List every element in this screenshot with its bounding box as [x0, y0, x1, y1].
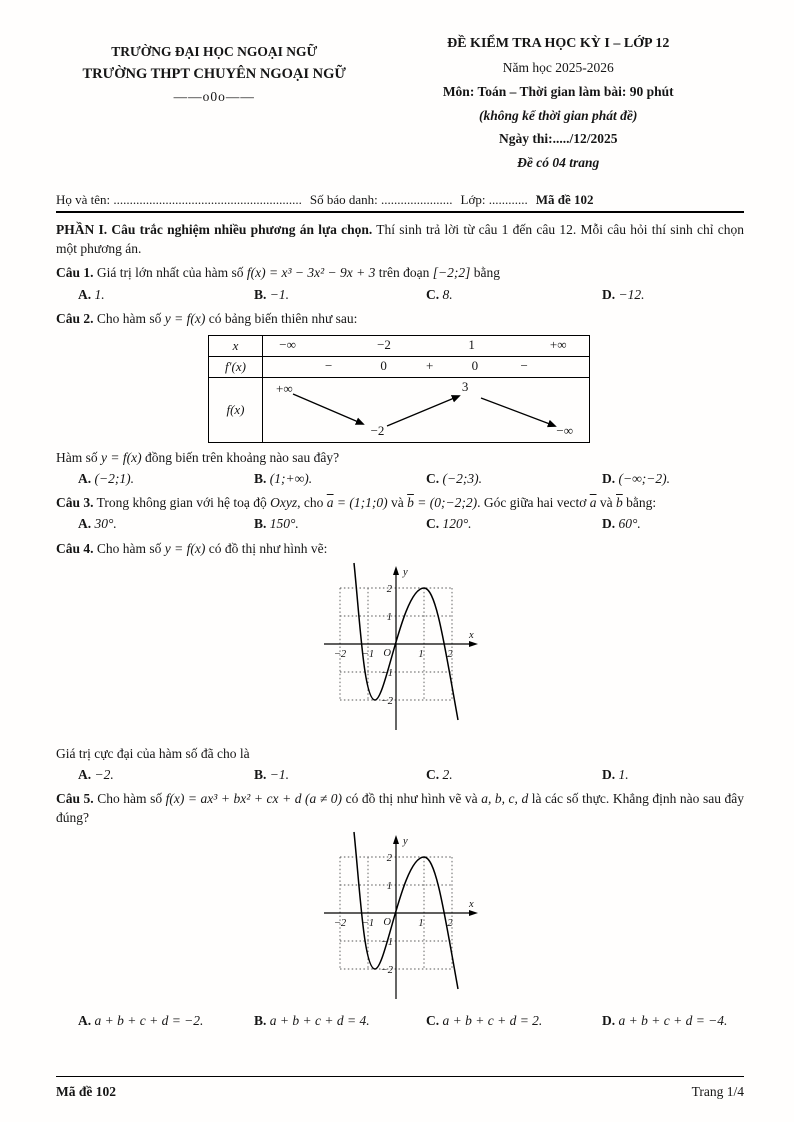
- svg-text:2: 2: [447, 648, 453, 660]
- svg-text:1: 1: [386, 611, 392, 623]
- question-4-ask: Giá trị cực đại của hàm số đã cho là: [56, 745, 250, 761]
- question-1-t2: trên đoạn: [375, 265, 433, 281]
- option-B: B. 150°.: [254, 516, 299, 532]
- question-1-text: [56, 263, 744, 282]
- question-1-options: [56, 285, 744, 304]
- variation-table-row-fprime: [209, 357, 589, 378]
- question-3-text: Câu 3. Trong không gian với hệ toạ độ Oxyz, cho $\overline{a}$ = (1;1;0) và $\overline{b}$ = (0;−2;2). Góc giữa hai vectơ $\overline{a}$ và $\overline{b}$ bằng:: [56, 495, 657, 511]
- y-axis-label: y: [403, 566, 408, 578]
- x-axis-arrow: [469, 910, 478, 916]
- svg-text:1: 1: [386, 881, 392, 893]
- svg-text:−2: −2: [333, 648, 347, 660]
- function-curve: [354, 563, 458, 720]
- y-axis-label: y: [403, 836, 408, 848]
- question-2-text: [56, 309, 744, 328]
- question-4: [56, 539, 744, 785]
- option-D: D. a + b + c + d = −4.: [602, 1012, 728, 1028]
- school-name-highschool: TRƯỜNG THPT CHUYÊN NGOẠI NGỮ: [82, 66, 346, 83]
- question-1-t1: Giá trị lớn nhất của hàm số: [93, 265, 247, 281]
- f-value-max: 3: [461, 378, 469, 394]
- variation-arrows: [263, 378, 589, 442]
- x-value-neg-inf: −∞: [279, 336, 296, 352]
- question-4-text: Câu 4. Cho hàm số y = f(x) có đồ thị như hình vẽ:: [56, 540, 328, 556]
- sign-1: −: [324, 357, 333, 373]
- row-fprime-label: f′(x): [209, 357, 263, 377]
- question-5-graph: [308, 831, 744, 1008]
- vector-b: $\overline{b}$: [407, 495, 414, 511]
- svg-text:1: 1: [418, 648, 424, 660]
- page-footer: [56, 1076, 744, 1101]
- sign-4: 0: [471, 357, 479, 373]
- part1-instructions: [56, 220, 744, 258]
- exam-code-badge: Mã đề 102: [535, 191, 594, 207]
- option-D: D. 60°.: [602, 516, 641, 532]
- footer-page-number: Trang 1/4: [691, 1084, 744, 1099]
- option-B: B. a + b + c + d = 4.: [254, 1012, 370, 1028]
- cubic-function-graph: [308, 831, 488, 1003]
- question-3-options: [56, 514, 744, 533]
- svg-text:−2: −2: [380, 965, 393, 977]
- x-value-1: 1: [468, 336, 475, 352]
- svg-text:2: 2: [386, 583, 392, 595]
- option-D: D. −12.: [602, 286, 645, 302]
- question-5-options: [56, 1011, 744, 1030]
- school-block: [56, 34, 372, 177]
- option-A: A. (−2;1).: [78, 471, 134, 487]
- option-C: C. 8.: [426, 286, 453, 302]
- question-2-ask: Hàm số y = f(x) đồng biến trên khoảng nào sau đây?: [56, 449, 340, 465]
- sign-2: 0: [380, 357, 387, 373]
- question-1-math2: [−2;2]: [432, 265, 471, 281]
- y-axis-arrow: [393, 566, 399, 575]
- f-value-end: −∞: [556, 423, 573, 439]
- option-B: B. (1;+∞).: [254, 471, 313, 487]
- school-name-university: TRƯỜNG ĐẠI HỌC NGOẠI NGỮ: [111, 44, 318, 59]
- question-4-options: [56, 765, 744, 784]
- option-A: A. a + b + c + d = −2.: [78, 1012, 204, 1028]
- ornament-divider: ——o0o——: [173, 88, 255, 104]
- variation-table-row-f: [209, 378, 589, 442]
- option-B: B. −1.: [254, 766, 290, 782]
- x-axis-label: x: [469, 629, 474, 641]
- question-2: [56, 309, 744, 488]
- svg-text:−1: −1: [380, 937, 393, 949]
- option-D: D. 1.: [602, 766, 629, 782]
- f-value-min: −2: [370, 423, 385, 439]
- variation-table: [208, 335, 590, 443]
- question-2-options: [56, 469, 744, 488]
- option-A: A. 1.: [78, 286, 105, 302]
- origin-label: O: [383, 647, 391, 659]
- question-5-text: Câu 5. Cho hàm số f(x) = ax³ + bx² + cx + d (a ≠ 0) có đồ thị như hình vẽ và a, b, c, d là các số thực. Khẳng định nào sau đây đúng?: [56, 791, 744, 826]
- vector-a: $\overline{a}$: [326, 495, 334, 511]
- svg-text:1: 1: [418, 918, 424, 930]
- exam-info-block: [372, 34, 744, 177]
- vector-a: $\overline{a}$: [589, 495, 597, 511]
- page-count-note: Đề có 04 trang: [517, 155, 600, 170]
- question-1-t3: bằng: [470, 265, 500, 281]
- footer-exam-code: Mã đề 102: [56, 1084, 116, 1099]
- y-axis-arrow: [393, 835, 399, 844]
- row-x-label: x: [209, 336, 263, 356]
- origin-label: O: [383, 917, 391, 929]
- question-4-number: Câu 4.: [56, 540, 94, 556]
- question-1-math1: f(x) = x³ − 3x² − 9x + 3: [246, 265, 376, 281]
- exam-date: Ngày thi:...../12/2025: [498, 131, 618, 147]
- question-4-graph: [308, 562, 744, 739]
- x-value-pos-inf: +∞: [549, 336, 567, 352]
- variation-table-row-x: [209, 336, 589, 357]
- svg-text:2: 2: [386, 853, 392, 865]
- question-2-t2: có bảng biến thiên như sau:: [205, 310, 358, 326]
- question-2-math1: y = f(x): [164, 310, 206, 326]
- question-5-number: Câu 5.: [56, 791, 94, 807]
- option-B: B. −1.: [254, 286, 290, 302]
- svg-text:−2: −2: [333, 918, 347, 930]
- option-A: A. 30°.: [78, 516, 117, 532]
- school-year: Năm học 2025-2026: [502, 60, 614, 76]
- subject-duration: Môn: Toán – Thời gian làm bài: 90 phút: [442, 84, 674, 100]
- svg-text:−2: −2: [380, 695, 393, 707]
- x-value-neg2: −2: [377, 336, 391, 352]
- question-2-t1: Cho hàm số: [93, 310, 165, 326]
- option-C: C. 2.: [426, 766, 453, 782]
- cubic-function-graph: [308, 562, 488, 734]
- question-1: [56, 263, 744, 303]
- option-A: A. −2.: [78, 766, 114, 782]
- question-1-number: Câu 1.: [56, 265, 94, 281]
- f-value-start: +∞: [276, 380, 293, 396]
- header: [56, 34, 744, 177]
- svg-text:2: 2: [447, 918, 453, 930]
- sign-5: −: [520, 357, 528, 373]
- svg-text:−1: −1: [361, 648, 375, 660]
- option-C: C. a + b + c + d = 2.: [426, 1012, 543, 1028]
- student-name-field: Họ và tên: ..........................................................: [56, 191, 302, 207]
- function-curve: [354, 832, 458, 989]
- student-id-field: Số báo danh: ......................: [309, 191, 453, 207]
- question-5: [56, 789, 744, 1030]
- question-3: [56, 493, 744, 533]
- row-f-label: f(x): [209, 378, 263, 442]
- exam-note: (không kể thời gian phát đề): [479, 107, 638, 123]
- svg-text:−1: −1: [380, 667, 393, 679]
- vector-b: $\overline{b}$: [616, 495, 623, 511]
- x-axis-arrow: [469, 641, 478, 647]
- header-divider: [56, 211, 744, 213]
- student-info-line: [56, 191, 744, 209]
- option-C: C. 120°.: [426, 516, 472, 532]
- option-D: D. (−∞;−2).: [602, 471, 670, 487]
- sign-3: +: [426, 357, 434, 373]
- question-3-number: Câu 3.: [56, 495, 94, 511]
- option-C: C. (−2;3).: [426, 471, 482, 487]
- exam-title: ĐỀ KIỂM TRA HỌC KỲ I – LỚP 12: [447, 36, 670, 51]
- x-axis-label: x: [469, 899, 474, 911]
- student-class-field: Lớp: ............: [460, 191, 528, 207]
- svg-text:−1: −1: [361, 918, 375, 930]
- part1-title: PHẦN I. Câu trắc nghiệm nhiều phương án lựa chọn.: [56, 222, 373, 238]
- question-2-number: Câu 2.: [56, 310, 94, 326]
- part1-subtitle: Thí sinh trả lời từ câu 1 đến câu 12. Mỗi câu hỏi thí sinh chỉ chọn một phương án.: [56, 222, 744, 257]
